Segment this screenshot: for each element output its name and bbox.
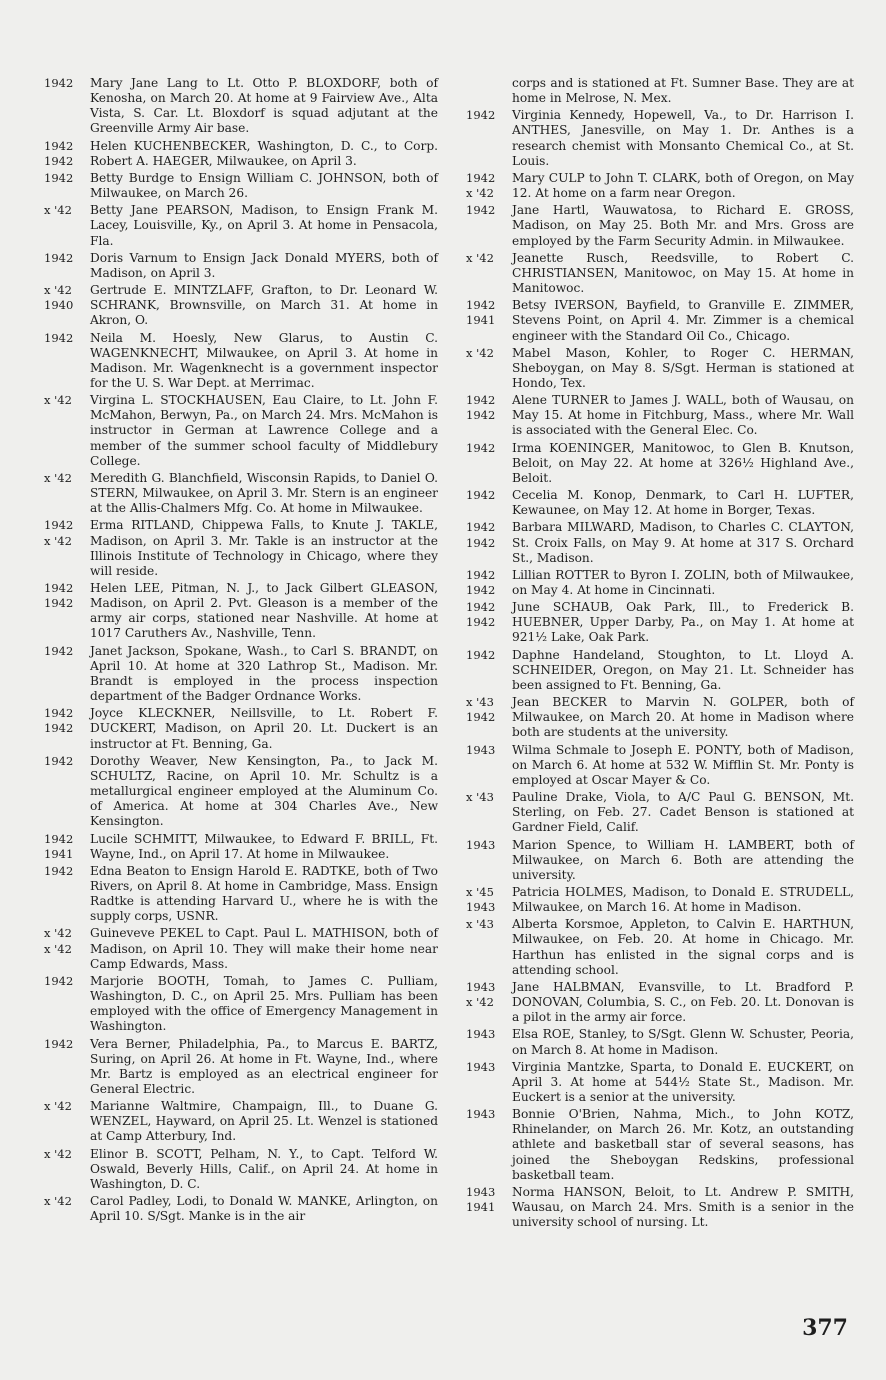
announcement-entry (40, 251, 438, 281)
announcement-entry (462, 917, 854, 978)
class-year: x '42 (44, 1146, 72, 1161)
announcement-entry (40, 754, 438, 830)
announcement-entry (462, 885, 854, 915)
announcement-entry (462, 76, 854, 106)
announcement-text: Jean BECKER to Marvin N. GOLPER, both of Milwaukee, on March 20. At home in Madison where both are students at the university. (512, 695, 854, 740)
announcement-text: Norma HANSON, Beloit, to Lt. Andrew P. SMITH, Wausau, on March 24. Mrs. Smith is a senior in the university school of nursing. Lt. (512, 1184, 854, 1230)
announcement-text: Jane HALBMAN, Evansville, to Lt. Bradford P. DONOVAN, Columbia, S. C., on Feb. 20. Lt. Donovan is a pilot in the army air force. (512, 979, 854, 1025)
class-year: 1942 1942 (466, 600, 496, 630)
class-year: x '42 (466, 345, 494, 360)
class-year: x '42 (44, 1194, 72, 1209)
announcement-text: Wilma Schmale to Joseph E. PONTY, both of Madison, on March 6. At home at 532 W. Mifflin St. Mr. Ponty is employed at Oscar Mayer & Co. (512, 742, 854, 787)
announcement-text: Pauline Drake, Viola, to A/C Paul G. BENSON, Mt. Sterling, on Feb. 27. Cadet Benson is stationed at Gardner Field, Calif. (512, 790, 854, 835)
announcement-text: Joyce KLECKNER, Neillsville, to Lt. Robert F. DUCKERT, Madison, on April 20. Lt. Duckert is an instructor at Ft. Benning, Ga. (90, 706, 438, 751)
announcement-text: Mary Jane Lang to Lt. Otto P. BLOXDORF, both of Kenosha, on March 20. At home at 9 Fairview Ave., Alta Vista, S. Car. Lt. Bloxdorf is squad adjutant at the Greenville Army Air base. (90, 76, 438, 136)
announcement-entry (40, 76, 438, 137)
announcement-entry (40, 1147, 438, 1192)
class-year: x '42 (44, 1099, 72, 1114)
class-year: x '43 1942 (466, 695, 496, 725)
announcement-entry (462, 790, 854, 835)
left-column (40, 76, 438, 1226)
announcement-text: Vera Berner, Philadelphia, Pa., to Marcus E. BARTZ, Suring, on April 26. At home in Ft. Wayne, Ind., where Mr. Bartz is employed as an electrical engineer for General Electric. (90, 1036, 438, 1096)
announcement-text: Betty Burdge to Ensign William C. JOHNSON, both of Milwaukee, on March 26. (90, 170, 438, 201)
page-number: 377 (802, 1315, 848, 1341)
class-year: 1942 (44, 643, 74, 658)
class-year: 1942 (44, 330, 74, 345)
announcement-text: Meredith G. Blanchfield, Wisconsin Rapids, to Daniel O. STERN, Milwaukee, on April 3. Mr. Stern is an engineer at the Allis-Chalmers Mfg. Co. At home in Milwaukee. (90, 470, 438, 516)
announcement-text: Gertrude E. MINTZLAFF, Grafton, to Dr. Leonard W. SCHRANK, Brownsville, on March 31. At home in Akron, O. (90, 283, 438, 328)
announcement-entry (462, 648, 854, 693)
announcement-entry (462, 108, 854, 169)
class-year: 1942 (466, 108, 496, 123)
class-year: 1943 (466, 1059, 496, 1074)
class-year: 1942 1942 (466, 567, 496, 597)
class-year: x '42 1940 (44, 283, 74, 313)
announcement-text: Alberta Korsmoe, Appleton, to Calvin E. HARTHUN, Milwaukee, on Feb. 20. At home in Chicago. Mr. Harthun has enlisted in the signal corps and is attending school. (512, 917, 854, 977)
announcement-entry (462, 695, 854, 740)
announcement-entry (462, 393, 854, 438)
announcement-entry (462, 600, 854, 645)
announcement-entry (462, 346, 854, 391)
class-year: 1942 (44, 863, 74, 878)
announcement-text: Doris Varnum to Ensign Jack Donald MYERS, both of Madison, on April 3. (90, 250, 438, 280)
announcement-entry (40, 644, 438, 705)
class-year: 1942 1942 (44, 581, 74, 611)
class-year: 1942 1941 (44, 831, 74, 861)
announcement-entry (40, 1037, 438, 1098)
announcement-text: Barbara MILWARD, Madison, to Charles C. CLAYTON, St. Croix Falls, on May 9. At home at 317 S. Orchard St., Madison. (512, 520, 854, 565)
class-year: 1942 (44, 170, 74, 185)
class-year: 1942 1942 (466, 520, 496, 550)
class-year: 1942 1942 (44, 706, 74, 736)
announcement-text: Erma RITLAND, Chippewa Falls, to Knute J. TAKLE, Madison, on April 3. Mr. Takle is an instructor at the Illinois Institute of Technology in Chicago, where they will reside. (90, 518, 438, 578)
announcement-text: Lucile SCHMITT, Milwaukee, to Edward F. BRILL, Ft. Wayne, Ind., on April 17. At home in Milwaukee. (90, 831, 438, 861)
announcement-entry (462, 441, 854, 486)
announcement-text: Irma KOENINGER, Manitowoc, to Glen B. Knutson, Beloit, on May 22. At home at 326½ Highland Ave., Beloit. (512, 440, 854, 485)
announcement-text: Virgina L. STOCKHAUSEN, Eau Claire, to Lt. John F. McMahon, Berwyn, Pa., on March 24. Mrs. McMahon is instructor in German at Lawrence College and a member of the summer school faculty of Middlebury College. (90, 393, 438, 468)
class-year: 1942 x '42 (44, 518, 74, 548)
announcement-text: June SCHAUB, Oak Park, Ill., to Frederick B. HUEBNER, Upper Darby, Pa., on May 1. At home at 921½ Lake, Oak Park. (512, 600, 854, 645)
announcement-text: Dorothy Weaver, New Kensington, Pa., to Jack M. SCHULTZ, Racine, on April 10. Mr. Schultz is a metallurgical engineer employed at the Aluminum Co. of America. At home at 304 Charles Ave., New Kensington. (90, 753, 438, 829)
class-year: x '42 (44, 203, 72, 218)
announcement-entry (40, 581, 438, 642)
class-year: 1943 1941 (466, 1184, 496, 1215)
class-year: 1942 (466, 488, 496, 503)
announcement-text: Marion Spence, to William H. LAMBERT, both of Milwaukee, on March 6. Both are attending the university. (512, 837, 854, 882)
announcement-entry (462, 488, 854, 518)
announcement-text: Virginia Kennedy, Hopewell, Va., to Dr. Harrison I. ANTHES, Janesville, on May 1. Dr. Anthes is a research chemist with Monsanto Chemical Co., at St. Louis. (512, 108, 854, 168)
class-year: 1943 (466, 1107, 496, 1122)
announcement-text: Helen LEE, Pitman, N. J., to Jack Gilbert GLEASON, Madison, on April 2. Pvt. Gleason is a member of the army air corps, stationed near Nashville. At home at 1017 Caruthers Av., Nashville, Tenn. (90, 581, 438, 641)
announcement-text: Guineveve PEKEL to Capt. Paul L. MATHISON, both of Madison, on April 10. They will make their home near Camp Edwards, Mass. (90, 926, 438, 971)
announcement-entry (40, 706, 438, 751)
class-year: 1942 1942 (466, 393, 496, 423)
class-year (462, 76, 512, 106)
announcement-entry (40, 1194, 438, 1224)
class-year: 1942 x '42 (466, 170, 496, 201)
announcement-entry (40, 518, 438, 579)
announcement-entry (40, 864, 438, 925)
announcement-text: Marianne Waltmire, Champaign, Ill., to Duane G. WENZEL, Hayward, on April 25. Lt. Wenzel is stationed at Camp Atterbury, Ind. (90, 1099, 438, 1144)
class-year: 1942 (44, 250, 74, 265)
announcement-text: Janet Jackson, Spokane, Wash., to Carl S. BRANDT, on April 10. At home at 320 Lathrop St., Madison. Mr. Brandt is employed in the process inspection department of the Badger Ordnance Works. (90, 643, 438, 704)
announcement-text: corps and is stationed at Ft. Sumner Base. They are at home in Melrose, N. Mex. (512, 76, 854, 106)
announcement-entry (462, 980, 854, 1025)
announcement-entry (40, 974, 438, 1035)
announcement-entry (462, 1060, 854, 1105)
announcement-text: Betty Jane PEARSON, Madison, to Ensign Frank M. Lacey, Louisville, Ky., on April 3. At home in Pensacola, Fla. (90, 203, 438, 248)
announcement-text: Carol Padley, Lodi, to Donald W. MANKE, Arlington, on April 10. S/Sgt. Manke is in the air (90, 1194, 438, 1224)
announcement-text: Mabel Mason, Kohler, to Roger C. HERMAN, Sheboygan, on May 8. S/Sgt. Herman is stationed at Hondo, Tex. (512, 345, 854, 390)
class-year: x '43 (466, 917, 494, 932)
announcement-text: Alene TURNER to James J. WALL, both of Wausau, on May 15. At home in Fitchburg, Mass., where Mr. Wall is associated with the General Elec. Co. (512, 393, 854, 438)
announcement-text: Elinor B. SCOTT, Pelham, N. Y., to Capt. Telford W. Oswald, Beverly Hills, Calif., on April 24. At home in Washington, D. C. (90, 1146, 438, 1191)
class-year: 1942 (44, 76, 74, 90)
class-year: 1942 (466, 203, 496, 218)
announcement-text: Jeanette Rusch, Reedsville, to Robert C. CHRISTIANSEN, Manitowoc, on May 15. At home in Manitowoc. (512, 250, 854, 296)
announcement-entry (462, 568, 854, 598)
class-year: 1942 1942 (44, 138, 74, 168)
class-year: 1942 (466, 647, 496, 662)
announcement-text: Daphne Handeland, Stoughton, to Lt. Lloyd A. SCHNEIDER, Oregon, on May 21. Lt. Schneider has been assigned to Ft. Benning, Ga. (512, 647, 854, 692)
announcement-entry (40, 283, 438, 328)
class-year: 1943 (466, 837, 496, 852)
class-year: 1942 (44, 753, 74, 768)
announcement-text: Lillian ROTTER to Byron I. ZOLIN, both of Milwaukee, on May 4. At home in Cincinnati. (512, 567, 854, 597)
announcement-text: Elsa ROE, Stanley, to S/Sgt. Glenn W. Schuster, Peoria, on March 8. At home in Madison. (512, 1027, 854, 1057)
announcement-entry (40, 926, 438, 971)
class-year: x '42 (466, 250, 494, 265)
announcement-text: Neila M. Hoesly, New Glarus, to Austin C. WAGENKNECHT, Milwaukee, on April 3. At home in Madison. Mr. Wagenknecht is a government inspector for the U. S. War Dept. at Merrimac. (90, 330, 438, 390)
announcement-text: Cecelia M. Konop, Denmark, to Carl H. LUFTER, Kewaunee, on May 12. At home in Borger, Texas. (512, 488, 854, 518)
class-year: 1942 (466, 440, 496, 455)
announcement-entry (40, 171, 438, 201)
announcement-entry (40, 393, 438, 469)
announcement-text: Edna Beaton to Ensign Harold E. RADTKE, both of Two Rivers, on April 8. At home in Cambridge, Mass. Ensign Radtke is attending Harvard U., where he is with the supply corps, USNR. (90, 863, 438, 924)
announcement-text: Bonnie O'Brien, Nahma, Mich., to John KOTZ, Rhinelander, on March 26. Mr. Kotz, an outstanding athlete and basketball star of several seasons, has joined the Sheboygan Redskins, professional basketball team. (512, 1107, 854, 1182)
announcement-entry (462, 298, 854, 343)
class-year: x '42 x '42 (44, 926, 72, 956)
class-year: x '43 (466, 790, 494, 805)
class-year: 1942 (44, 973, 74, 988)
announcement-entry (40, 203, 438, 248)
class-year: x '42 (44, 470, 72, 485)
announcement-entry (462, 251, 854, 296)
announcement-text: Virginia Mantzke, Sparta, to Donald E. EUCKERT, on April 3. At home at 544½ State St., Madison. Mr. Euckert is a senior at the university. (512, 1059, 854, 1104)
announcement-entry (462, 520, 854, 565)
announcement-entry (462, 743, 854, 788)
announcement-entry (462, 1027, 854, 1057)
class-year: 1942 1941 (466, 298, 496, 328)
announcement-entry (40, 832, 438, 862)
announcement-entry (40, 471, 438, 516)
announcement-text: Mary CULP to John T. CLARK, both of Oregon, on May 12. At home on a farm near Oregon. (512, 170, 854, 201)
announcement-entry (462, 203, 854, 248)
announcement-entry (462, 838, 854, 883)
announcement-text: Patricia HOLMES, Madison, to Donald E. STRUDELL, Milwaukee, on March 16. At home in Madison. (512, 884, 854, 915)
announcement-text: Helen KUCHENBECKER, Washington, D. C., to Corp. Robert A. HAEGER, Milwaukee, on April 3. (90, 138, 438, 168)
announcement-entry (40, 1099, 438, 1144)
class-year: 1942 (44, 1036, 74, 1051)
right-column (462, 76, 854, 1232)
announcement-text: Betsy IVERSON, Bayfield, to Granville E. ZIMMER, Stevens Point, on April 4. Mr. Zimmer is a chemical engineer with the Standard Oil Co., Chicago. (512, 298, 854, 343)
class-year: x '45 1943 (466, 884, 496, 915)
class-year: 1943 (466, 742, 496, 757)
announcement-text: Jane Hartl, Wauwatosa, to Richard E. GROSS, Madison, on May 25. Both Mr. and Mrs. Gross are employed by the Farm Security Admin. in Milwaukee. (512, 203, 854, 248)
announcement-entry (462, 1185, 854, 1230)
announcement-entry (462, 171, 854, 201)
class-year: 1943 (466, 1027, 496, 1042)
announcement-text: Marjorie BOOTH, Tomah, to James C. Pulliam, Washington, D. C., on April 25. Mrs. Pulliam has been employed with the office of Emergency Management in Washington. (90, 973, 438, 1034)
announcement-entry (40, 331, 438, 392)
announcement-entry (40, 139, 438, 169)
class-year: 1943 x '42 (466, 979, 496, 1010)
announcement-entry (462, 1107, 854, 1183)
class-year: x '42 (44, 393, 72, 408)
